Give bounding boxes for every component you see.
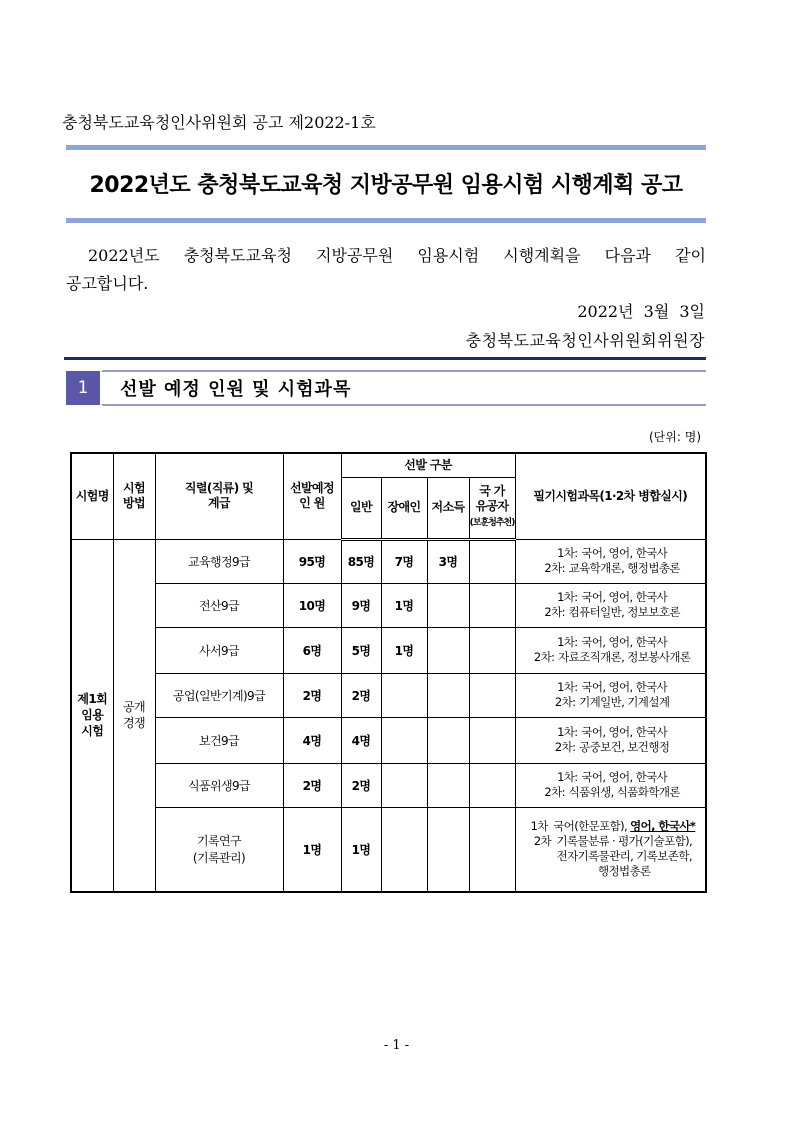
- header-general: 일반: [341, 477, 381, 539]
- unit-label: (단위: 명): [649, 430, 701, 444]
- grade-cell: 사서9급: [155, 627, 283, 673]
- subjects-cell: 1차: 국어, 영어, 한국사 2차: 기계일반, 기계설계: [515, 673, 706, 717]
- document-title: 2022년도 충청북도교육청 지방공무원 임용시험 시행계획 공고: [89, 173, 683, 198]
- general-cell: 9명: [341, 583, 381, 627]
- disabled-cell: [381, 717, 427, 763]
- subjects-cell: 1차: 국어, 영어, 한국사 2차: 컴퓨터일반, 정보보호론: [515, 583, 706, 627]
- table-row: [71, 673, 706, 717]
- quota-cell: 1명: [283, 807, 341, 892]
- header-exam-name: 시험명: [71, 453, 113, 539]
- quota-cell: 2명: [283, 673, 341, 717]
- table-row: [71, 717, 706, 763]
- page-number: - 1 -: [383, 1038, 410, 1053]
- table-row: [71, 627, 706, 673]
- low-income-cell: [427, 807, 469, 892]
- disabled-cell: 1명: [381, 627, 427, 673]
- header-grade: 직렬(직류) 및 계급: [155, 453, 283, 539]
- general-cell: 2명: [341, 763, 381, 807]
- section-line-bottom: [102, 404, 706, 406]
- grade-cell: 기록연구 (기록관리): [155, 807, 283, 892]
- low-income-cell: 3명: [427, 539, 469, 583]
- section-line-top: [102, 370, 706, 372]
- header-low-income: 저소득: [427, 477, 469, 539]
- grade-cell: 공업(일반기계)9급: [155, 673, 283, 717]
- disabled-cell: [381, 807, 427, 892]
- grade-cell: 식품위생9급: [155, 763, 283, 807]
- table-row: [71, 539, 706, 583]
- intro-text-cont: 공고합니다.: [66, 274, 149, 293]
- header-patriot: 국 가 유공자 (보훈청추천): [469, 477, 515, 539]
- table-row: [71, 583, 706, 627]
- general-cell: 2명: [341, 673, 381, 717]
- section-title: 선발 예정 인원 및 시험과목: [120, 379, 352, 400]
- subjects-cell: 1차: 국어, 영어, 한국사 2차: 자료조직개론, 정보봉사개론: [515, 627, 706, 673]
- disabled-cell: [381, 763, 427, 807]
- low-income-cell: [427, 583, 469, 627]
- patriot-cell: [469, 539, 515, 583]
- notice-number: 충청북도교육청인사위원회 공고 제2022-1호: [62, 113, 376, 132]
- grade-cell: 교육행정9급: [155, 539, 283, 583]
- header-category: 선발 구분: [341, 453, 515, 477]
- header-subjects: 필기시험과목(1·2차 병합실시): [515, 453, 706, 539]
- general-cell: 85명: [341, 539, 381, 583]
- table-row: [71, 763, 706, 807]
- notice-date: 2022년 3월 3일: [577, 302, 705, 321]
- grade-cell: 보건9급: [155, 717, 283, 763]
- low-income-cell: [427, 763, 469, 807]
- subjects-cell: 1차: 국어, 영어, 한국사 2차: 공중보건, 보건행정: [515, 717, 706, 763]
- grade-cell: 전산9급: [155, 583, 283, 627]
- patriot-cell: [469, 673, 515, 717]
- quota-cell: 4명: [283, 717, 341, 763]
- table-row: [71, 807, 706, 892]
- patriot-cell: [469, 583, 515, 627]
- low-income-cell: [427, 673, 469, 717]
- general-cell: 5명: [341, 627, 381, 673]
- patriot-cell: [469, 763, 515, 807]
- divider-line: [64, 357, 706, 360]
- title-bottom-bar: [66, 218, 706, 223]
- disabled-cell: 1명: [381, 583, 427, 627]
- patriot-cell: [469, 717, 515, 763]
- subjects-cell: 1차 국어(한문포함), 영어, 한국사* 2차 기록물분류 · 평가(기술포함), 전자기록물관리, 기록보존학, 행정법총론: [515, 807, 706, 892]
- disabled-cell: 7명: [381, 539, 427, 583]
- low-income-cell: [427, 717, 469, 763]
- subjects-cell: 1차: 국어, 영어, 한국사 2차: 교육학개론, 행정법총론: [515, 539, 706, 583]
- signer: 충청북도교육청인사위원회위원장: [465, 331, 705, 350]
- quota-cell: 6명: [283, 627, 341, 673]
- patriot-cell: [469, 627, 515, 673]
- quota-cell: 95명: [283, 539, 341, 583]
- low-income-cell: [427, 627, 469, 673]
- recruitment-table: [70, 452, 707, 893]
- header-method: 시험 방법: [113, 453, 155, 539]
- general-cell: 1명: [341, 807, 381, 892]
- general-cell: 4명: [341, 717, 381, 763]
- disabled-cell: [381, 673, 427, 717]
- exam-name-cell: 제1회 임용 시험: [71, 539, 113, 892]
- intro-text: 2022년도 충청북도교육청 지방공무원 임용시험 시행계획을 다음과 같이: [88, 246, 706, 265]
- quota-cell: 10명: [283, 583, 341, 627]
- section-number: 1: [66, 371, 100, 405]
- title-top-bar: [66, 145, 706, 150]
- header-quota: 선발예정 인 원: [283, 453, 341, 539]
- subjects-cell: 1차: 국어, 영어, 한국사 2차: 식품위생, 식품화학개론: [515, 763, 706, 807]
- patriot-cell: [469, 807, 515, 892]
- method-cell: 공개 경쟁: [113, 539, 155, 892]
- quota-cell: 2명: [283, 763, 341, 807]
- header-disabled: 장애인: [381, 477, 427, 539]
